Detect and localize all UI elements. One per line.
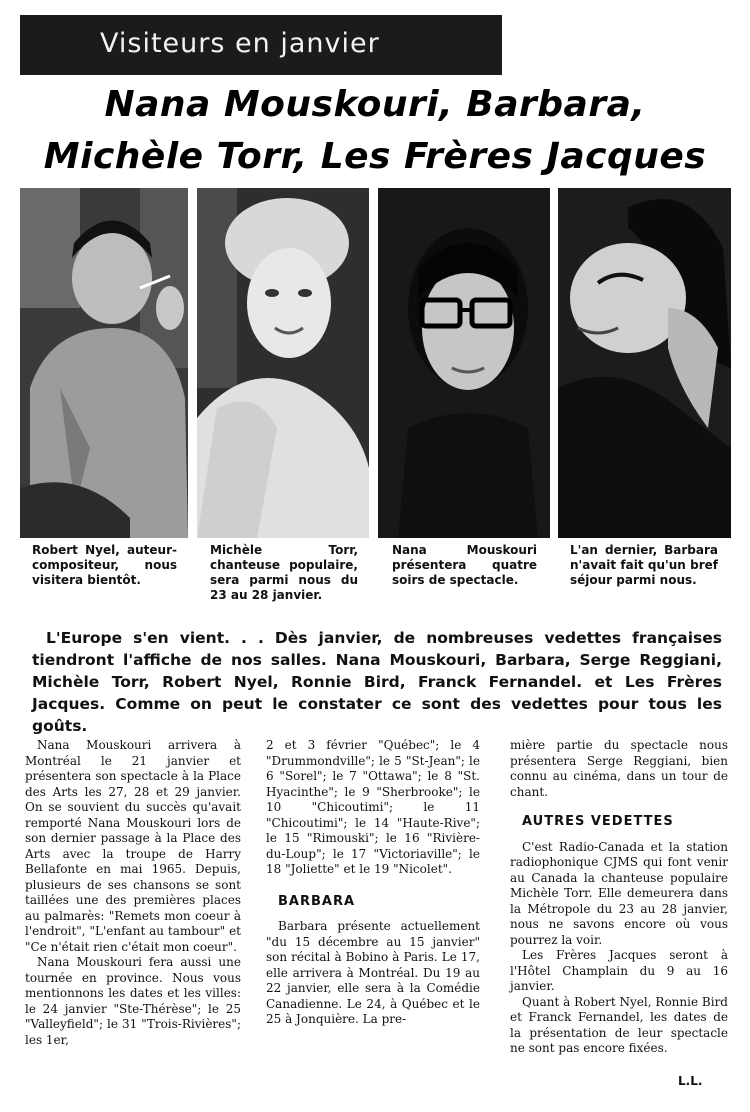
article-column-3 bbox=[510, 738, 728, 1057]
intro-text: L'Europe s'en vient. . . Dès janvier, de nombreuses vedettes françaises tiendront l'affiche de nos salles. Nana Mouskouri, Barbara, Serge Reggiani, Michèle Torr, Robert Nyel, Ronnie Bird, Franck Fernandel. et Les Frères Jacques. Comme on peut le constater ce sont des vedettes pour tous les goûts. bbox=[32, 629, 722, 735]
photo-caption-robert-nyel: Robert Nyel, auteur-compositeur, nous visitera bientôt. bbox=[32, 543, 177, 587]
banner-title: Visiteurs en janvier bbox=[100, 28, 380, 59]
tour-dates-paragraph: 2 et 3 février "Québec"; le 4 "Drummondville"; le 5 "St-Jean"; le 6 "Sorel"; le 7 "Ottawa"; le 8 "St. Hyacinthe"; le 9 "Sherbrooke"; le 10 "Chicoutimi"; le 11 "Chicoutimi"; le 14 "Haute-Rive"; le 15 "Rimouski"; le 16 "Rivière-du-Loup"; le 17 "Victoriaville"; le 18 "Joliette" et le 19 "Nicolet". bbox=[266, 738, 480, 876]
section-banner bbox=[20, 15, 502, 75]
article-column-2 bbox=[266, 738, 480, 1028]
barbara-heading: BARBARA bbox=[278, 893, 356, 909]
headline-line-2: Michèle Torr, Les Frères Jacques bbox=[43, 136, 707, 177]
barbara-photo bbox=[558, 188, 731, 538]
photo-caption-nana-mouskouri: Nana Mouskouri présentera quatre soirs de spectacle. bbox=[392, 543, 537, 587]
reggiani-paragraph: mière partie du spectacle nous présentera Serge Reggiani, bien connu au cinéma, dans un tour de chant. bbox=[510, 738, 728, 799]
article-column-1 bbox=[25, 738, 241, 1048]
mouskouri-paragraph: Nana Mouskouri arrivera à Montréal le 21 janvier et présentera son spectacle à la Place des Arts les 27, 28 et 29 janvier. On se souvient du succès qu'avait remporté Nana Mouskouri lors de son dernier passage à la Place des Arts avec la troupe de Harry Bellafonte en mai 1965. Depuis, plusieurs de ses chansons se sont taillées une des premières places au palmarès: "Remets mon coeur à l'endroit", "L'enfant au tambour" et "Ce n'était rien c'était mon coeur". bbox=[25, 738, 241, 954]
mouskouri-tour-paragraph: Nana Mouskouri fera aussi une tournée en province. Nous vous mentionnons les dates et les villes: le 24 janvier "Ste-Thérèse"; le 25 "Valleyfield"; le 31 "Trois-Rivières"; les 1er, bbox=[25, 955, 241, 1047]
freres-jacques-paragraph: Les Frères Jacques seront à l'Hôtel Champlain du 9 au 16 janvier. bbox=[510, 948, 728, 993]
other-artists-paragraph: Quant à Robert Nyel, Ronnie Bird et Franck Fernandel, les dates de la présentation de leur spectacle ne sont pas encore fixées. bbox=[510, 994, 728, 1055]
photo-caption-michele-torr: Michèle Torr, chanteuse populaire, sera parmi nous du 23 au 28 janvier. bbox=[210, 543, 358, 602]
nana-mouskouri-photo bbox=[378, 188, 550, 538]
robert-nyel-photo bbox=[20, 188, 188, 538]
author-signature: L.L. bbox=[678, 1074, 703, 1088]
autres-vedettes-heading: AUTRES VEDETTES bbox=[522, 814, 674, 829]
michele-torr-photo bbox=[197, 188, 369, 538]
photo-caption-barbara: L'an dernier, Barbara n'avait fait qu'un bref séjour parmi nous. bbox=[570, 543, 718, 587]
barbara-paragraph: Barbara présente actuellement "du 15 décembre au 15 janvier" son récital à Bobino à Paris. Le 17, elle arrivera à Montréal. Du 19 au 22 janvier, elle sera à la Comédie Canadienne. Le 24, à Québec et le 25 à Jonquière. La pre- bbox=[266, 919, 480, 1026]
headline-line-1: Nana Mouskouri, Barbara, bbox=[104, 84, 646, 125]
michele-torr-paragraph: C'est Radio-Canada et la station radiophonique CJMS qui font venir au Canada la chanteuse populaire Michèle Torr. Elle demeurera dans la Métropole du 23 au 28 janvier, nous ne savons encore où vous pourrez la voir. bbox=[510, 839, 728, 947]
intro-paragraph bbox=[32, 627, 722, 737]
